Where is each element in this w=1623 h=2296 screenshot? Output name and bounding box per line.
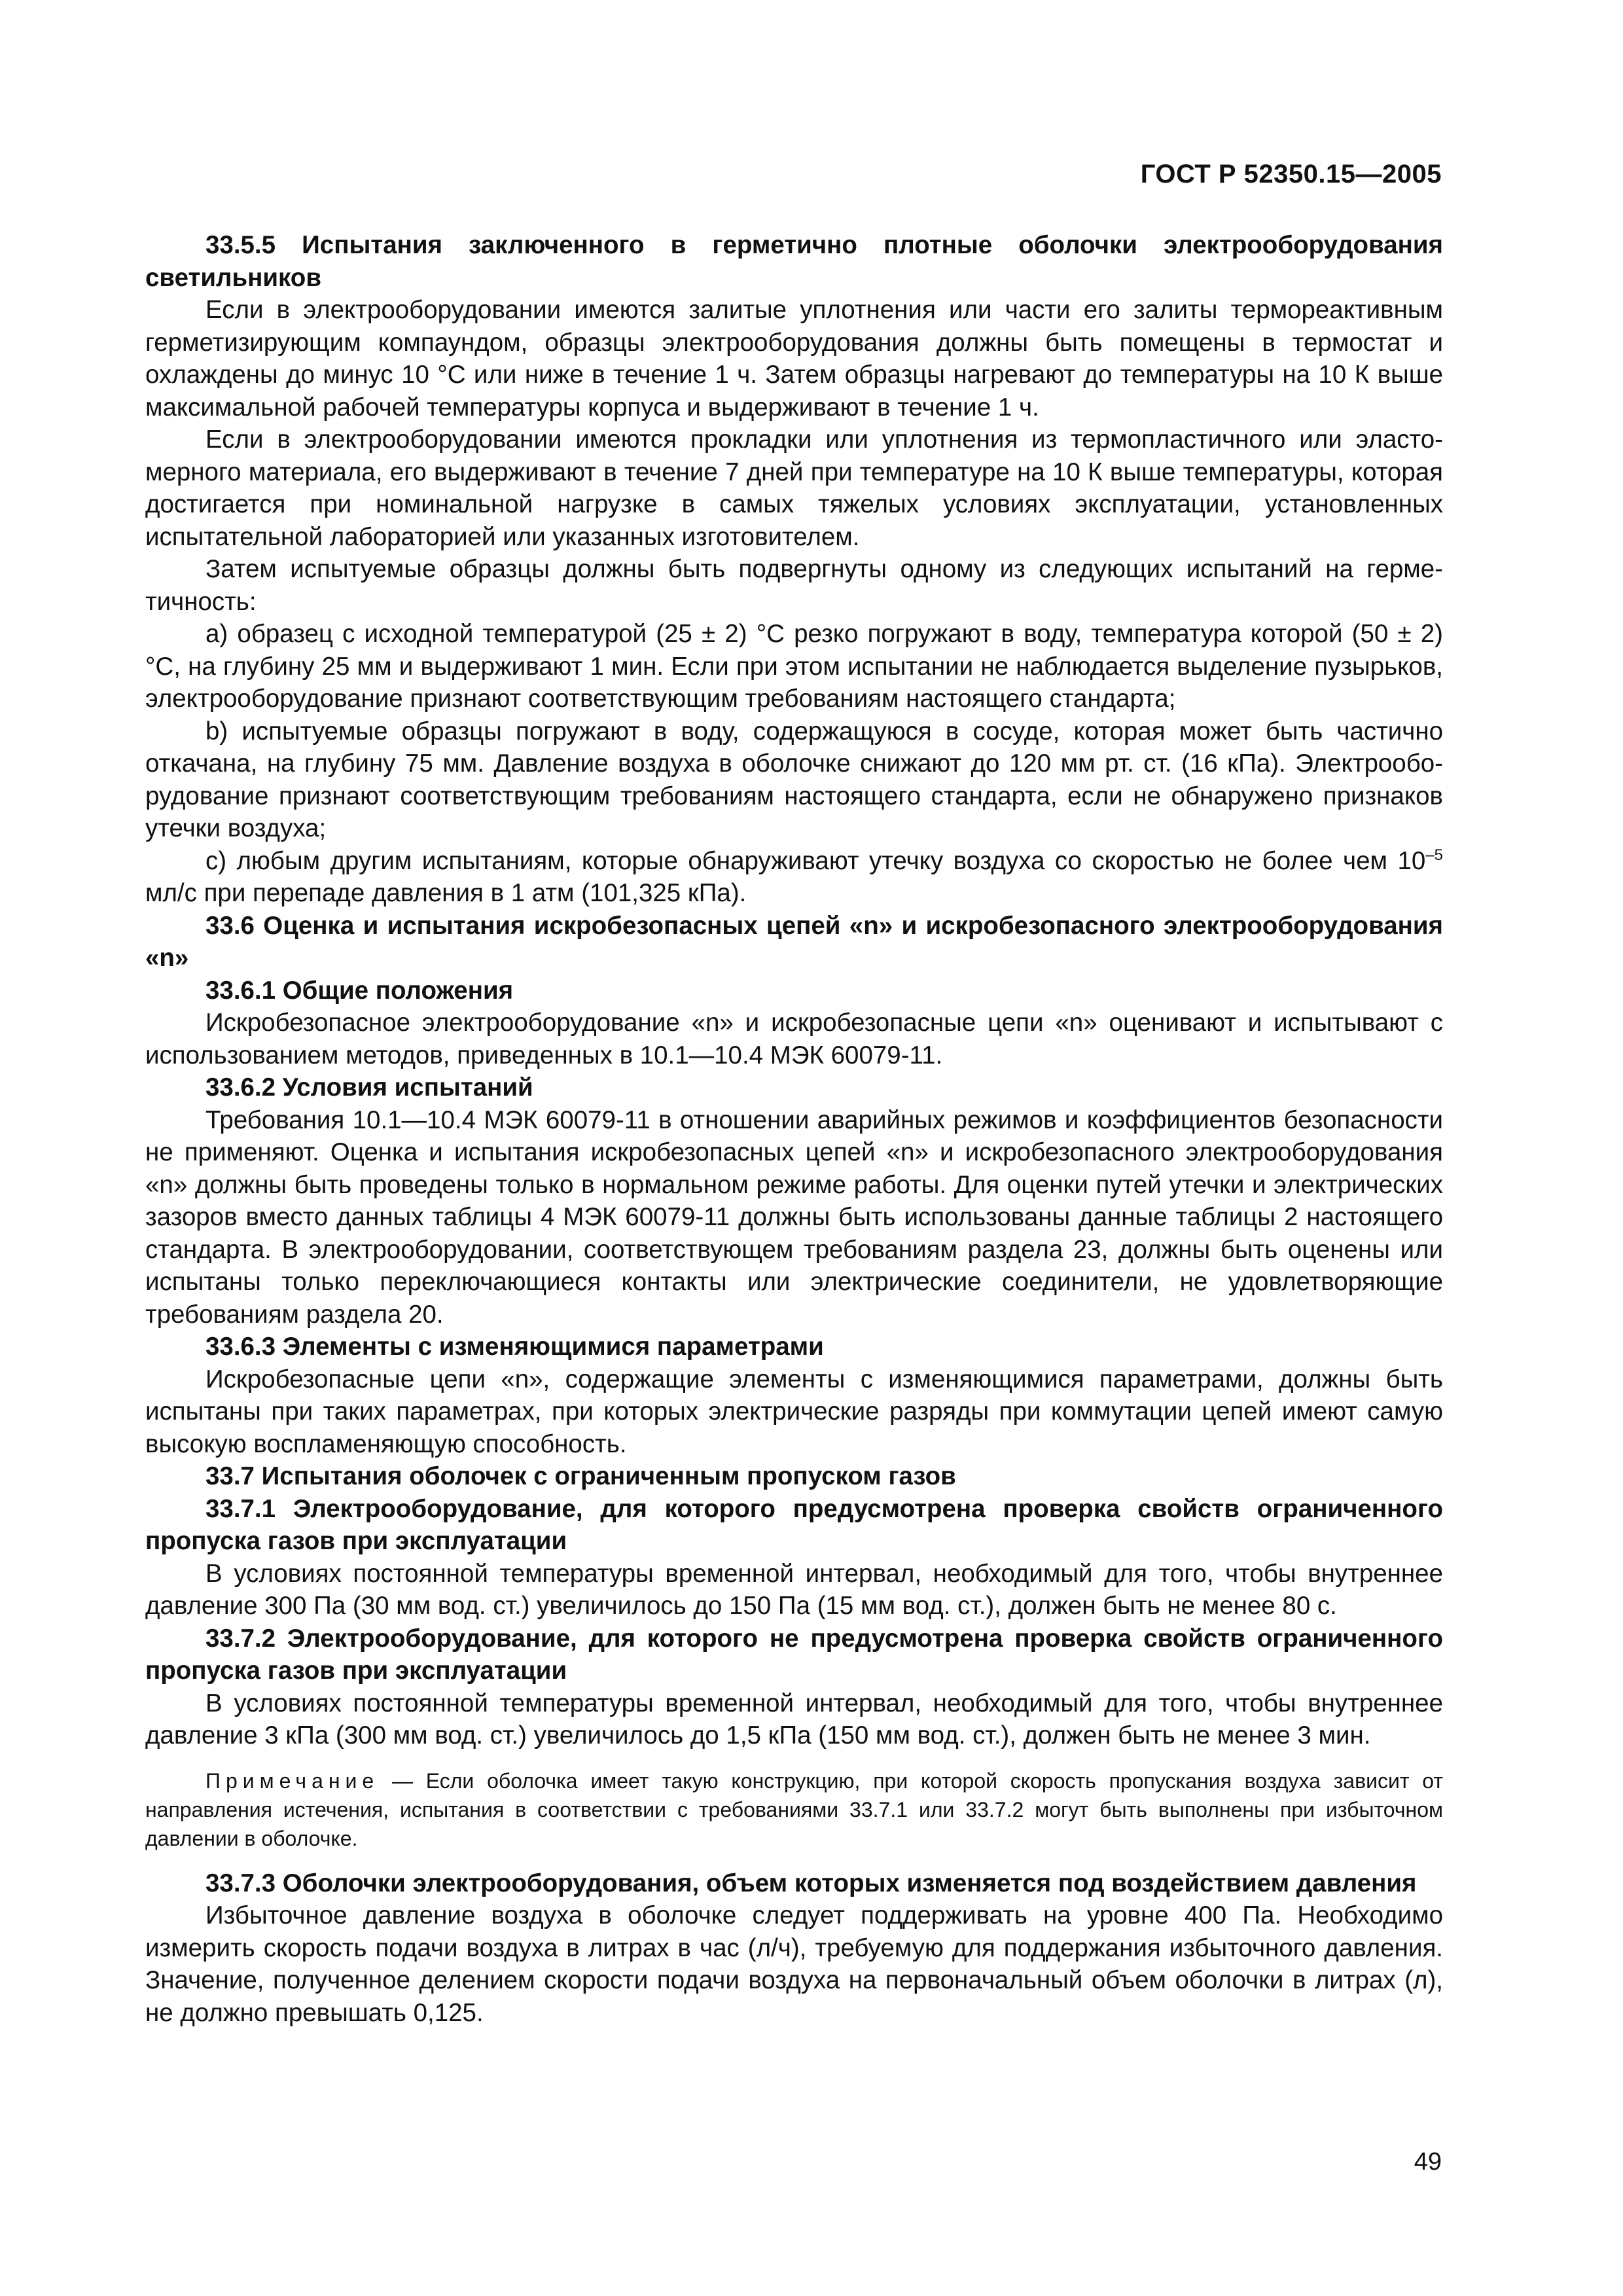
section-heading-33-6-2: 33.6.2 Условия испытаний — [205, 1073, 533, 1102]
list-item-c-text-end: мл/с при перепаде давления в 1 атм (101,325 кПа). — [145, 879, 747, 907]
body-paragraph: Если в электрооборудовании имеются залитые уплотнения или части его залиты термореактивным герметизирующим компаундом, образцы электрооборудования должны быть помещены в термостат и охлаждены до минус 10 °С или ниже в течение 1 ч. Затем образцы нагревают до температуры на 10 К выше максимальной рабочей температуры корпуса и выдерживают в течение 1 ч. — [145, 296, 1443, 422]
exponent: –5 — [1425, 846, 1443, 864]
body-paragraph: Искробезопасные цепи «n», содержащие элементы с изменяющимися параметрами, должны быть испытаны при таких параметрах, при которых электрические разряды при коммутации цепей имеют самую высокую воспламеняющую способность. — [145, 1365, 1443, 1458]
section-heading-33-7-2: 33.7.2 Электрооборудование, для которого не предусмотрена проверка свойств ограниченного пропуска газов при эксплуатации — [145, 1624, 1443, 1685]
section-heading-33-7-3: 33.7.3 Оболочки электрооборудования, объем которых изменяется под воздействием давления — [205, 1869, 1417, 1897]
body-paragraph: Затем испытуемые образцы должны быть подвергнуты одному из следующих испытаний на герметичность: — [145, 555, 1443, 616]
section-heading-33-7: 33.7 Испытания оболочек с ограниченным пропуском газов — [205, 1462, 956, 1490]
section-heading-33-6-1: 33.6.1 Общие положения — [205, 976, 514, 1005]
page-number: 49 — [1414, 2148, 1442, 2176]
body-paragraph: Требования 10.1—10.4 МЭК 60079-11 в отношении аварийных режимов и коэффициентов безопасности не применяют. Оценка и испытания искробезопасных цепей «n» и искробезопасного электрооборудования «n» должны быть проведены только в нормальном режиме работы. Для оценки путей утечки и электрических зазоров вместо данных таблицы 4 МЭК 60079-11 должны быть использованы данные таблицы 2 настоящего стандарта. В электрооборудовании, соответствующем требованиям раздела 23, должны быть оценены или испытаны только переключающиеся контакты или электрические соединители, не удовлетворяющие требованиям раздела 20. — [145, 1105, 1443, 1329]
body-paragraph: В условиях постоянной температуры временной интервал, необходимый для того, чтобы внутреннее давление 3 кПа (300 мм вод. ст.) увеличилось до 1,5 кПа (150 мм вод. ст.), должен быть не менее 3 мин. — [145, 1689, 1443, 1749]
list-item-c-text: c) любым другим испытаниям, которые обнаруживают утечку воздуха со скоростью не более чем 10 — [205, 846, 1426, 875]
section-heading-33-7-1: 33.7.1 Электрооборудование, для которого предусмотрена проверка свойств ограниченного пропуска газов при эксплуатации — [145, 1494, 1443, 1555]
list-item-b: b) испытуемые образцы погружают в воду, содержащуюся в сосуде, которая может быть частично откачана, на глубину 75 мм. Давление воздуха в оболочке снижают до 120 мм рт. ст. (16 кПа). Электрооборудование признают соответствующим требованиям настоящего стандарта, если не обнаружено признаков утечки воздуха; — [145, 717, 1443, 842]
section-heading-33-5-5: 33.5.5 Испытания заключенного в герметично плотные оболочки электрооборудования светильников — [145, 231, 1443, 292]
note-paragraph — [145, 1767, 1443, 1853]
body-paragraph: Искробезопасное электрооборудование «n» и искробезопасные цепи «n» оценивают и испытывают с использованием методов, приведенных в 10.1—10.4 МЭК 60079-11. — [145, 1009, 1443, 1069]
document-body — [145, 229, 1443, 2029]
body-paragraph: Избыточное давление воздуха в оболочке следует поддерживать на уровне 400 Па. Необходимо измерить скорость подачи воздуха в литрах в час (л/ч), требуемую для поддержания избыточного давления. Значение, полученное делением скорости подачи воздуха на первоначальный объем оболочки в литрах (л), не должно превышать 0,125. — [145, 1901, 1443, 2027]
section-heading-33-6-3: 33.6.3 Элементы с изменяющимися параметрами — [205, 1333, 824, 1361]
document-header-standard-id: ГОСТ Р 52350.15—2005 — [1140, 160, 1442, 188]
list-item-c — [145, 845, 1443, 910]
list-item-a: a) образец с исходной температурой (25 ± 2) °С резко погружают в воду, температура которой (50 ± 2) °С, на глубину 25 мм и выдерживают 1 мин. Если при этом испытании не наблюдается выделение пузырьков, электрооборудование признают соответствующим требованиям настоящего стандарта; — [145, 620, 1443, 713]
body-paragraph: В условиях постоянной температуры временной интервал, необходимый для того, чтобы внутреннее давление 300 Па (30 мм вод. ст.) увеличилось до 150 Па (15 мм вод. ст.), должен быть не менее 80 с. — [145, 1559, 1443, 1620]
section-heading-33-6: 33.6 Оценка и испытания искробезопасных цепей «n» и искробезопасного электрооборудования «n» — [145, 911, 1443, 972]
note-label: Примечание — [205, 1768, 380, 1793]
body-paragraph: Если в электрооборудовании имеются прокладки или уплотнения из термопластичного или эластомерного материала, его выдерживают в течение 7 дней при температуре на 10 К выше температуры, которая достигается при номинальной нагрузке в самых тяжелых условиях эксплуатации, установленных испытательной лабораторией или указанных изготовителем. — [145, 425, 1443, 551]
note-text: — Если оболочка имеет такую конструкцию, при которой скорость пропускания воздуха зависит от направления истечения, испытания в соответствии с требованиями 33.7.1 или 33.7.2 могут быть выполнены при избыточном давлении в оболочке. — [145, 1768, 1443, 1850]
